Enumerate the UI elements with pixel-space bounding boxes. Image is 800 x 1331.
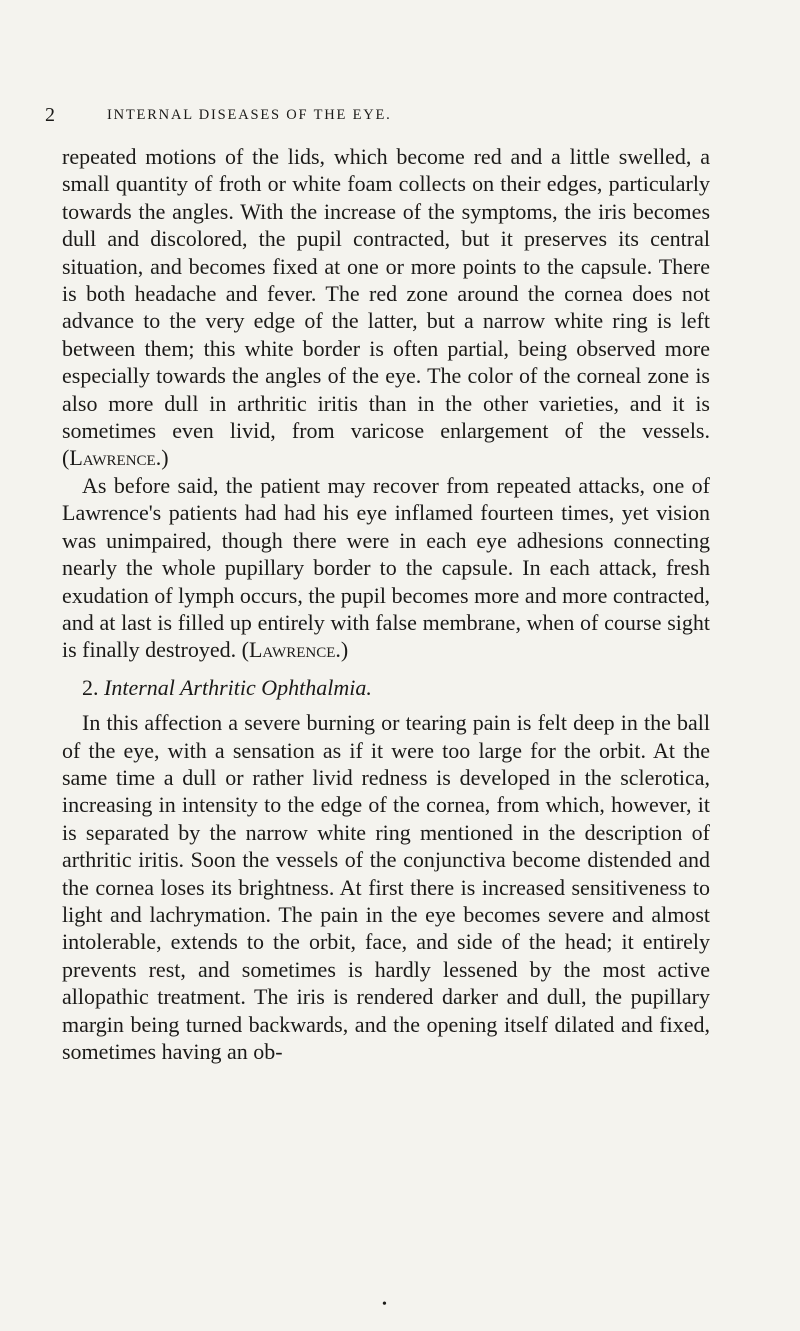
section-title: Internal Arthritic Ophthalmia. [104, 674, 372, 700]
paragraph-text: As before said, the patient may recover from repeated attacks, one of Lawrence's patients had had his eye inflamed fourteen times, yet vision was unimpaired, though there were in each eye adhesions connecting nearly the whole pupillary border to the capsule. In each attack, fresh exudation of lymph occurs, the pupil becomes more and more contracted, and at last is filled up entirely with false membrane, when of course sight is finally destroyed. [62, 472, 710, 663]
page-number: 2 [45, 104, 57, 126]
section-number: 2. [82, 674, 99, 700]
citation-lawrence: (Lawrence.) [62, 445, 169, 471]
running-head [45, 104, 762, 128]
section-paragraph: In this affection a severe burning or tearing pain is felt deep in the ball of the eye, with a sensation as if it were too large for the orbit. At the same time a dull or rather livid redness is developed in the sclerotica, increasing in intensity to the edge of the cornea, from which, however, it is separated by the narrow white ring mentioned in the description of arthritic iritis. Soon the vessels of the conjunctiva become distended and the cornea loses its brightness. At first there is increased sensitiveness to light and lachrymation. The pain in the eye becomes severe and almost intolerable, extends to the orbit, face, and side of the head; it entirely prevents rest, and sometimes is hardly lessened by the most active allopathic treatment. The iris is rendered darker and dull, the pupillary margin being turned backwards, and the opening itself dilated and fixed, sometimes having an ob- [62, 710, 710, 1064]
paragraph [62, 472, 710, 664]
section-heading [62, 674, 710, 701]
citation-lawrence: (Lawrence.) [241, 637, 349, 663]
running-title: INTERNAL DISEASES OF THE EYE. [107, 107, 392, 123]
paragraph-text: repeated motions of the lids, which become red and a little swelled, a small quantity of froth or white foam collects on their edges, particularly towards the angles. With the increase of the symptoms, the iris becomes dull and discolored, the pupil contracted, but it preserves its central situation, and becomes fixed at one or more points to the capsule. There is both headache and fever. The red zone around the cornea does not advance to the very edge of the latter, but a narrow white ring is left between them; this white border is often partial, being observed more especially towards the angles of the eye. The color of the corneal zone is also more dull in arthritic iritis than in the other varieties, and it is sometimes even livid, from varicose enlargement of the vessels. [62, 144, 710, 444]
paragraph-continued [62, 143, 710, 472]
footer-mark: • [382, 1297, 387, 1312]
body-text [62, 143, 710, 1065]
